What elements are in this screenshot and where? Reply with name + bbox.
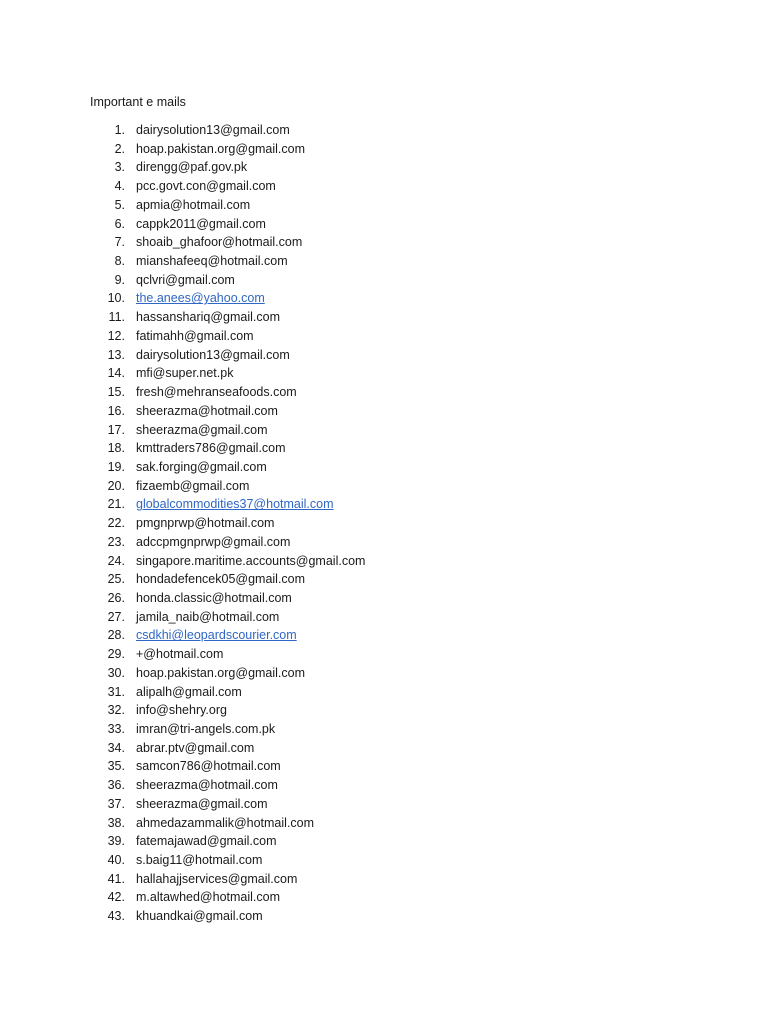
email-address: apmia@hotmail.com <box>136 197 251 212</box>
email-address: honda.classic@hotmail.com <box>136 590 292 605</box>
email-address: qclvri@gmail.com <box>136 272 235 287</box>
list-item-number: 5. <box>114 197 125 212</box>
email-address: sheerazma@hotmail.com <box>136 778 278 793</box>
list-item-number: 37. <box>107 796 125 811</box>
email-address: dairysolution13@gmail.com <box>136 123 290 137</box>
list-item-number: 28. <box>107 628 125 643</box>
email-address: imran@tri-angels.com.pk <box>136 722 276 736</box>
email-link[interactable]: globalcommodities37@hotmail.com <box>136 497 334 512</box>
email-address: hallahajjservices@gmail.com <box>136 871 298 886</box>
list-item-number: 39. <box>107 834 125 849</box>
list-item-number: 4. <box>114 179 125 194</box>
list-item-number: 7. <box>114 235 125 250</box>
email-address: dairysolution13@gmail.com <box>136 347 290 362</box>
list-item-number: 27. <box>107 609 125 624</box>
list-item-number: 14. <box>107 366 125 381</box>
email-address: khuandkai@gmail.com <box>136 909 263 924</box>
list-item-number: 40. <box>107 853 125 868</box>
email-address: s.baig11@hotmail.com <box>136 853 263 868</box>
email-address: kmttraders786@gmail.com <box>136 441 286 456</box>
email-address: samcon786@hotmail.com <box>136 759 281 774</box>
email-address: sak.forging@gmail.com <box>136 459 267 474</box>
list-item-number: 36. <box>107 778 125 793</box>
list-item-number: 19. <box>107 459 125 474</box>
list-item-number: 30. <box>107 665 125 680</box>
email-address: sheerazma@hotmail.com <box>136 403 278 418</box>
list-item-number: 3. <box>114 160 125 175</box>
list-item-number: 15. <box>107 385 125 400</box>
list-item-number: 2. <box>114 141 125 156</box>
email-address: m.altawhed@hotmail.com <box>136 890 280 905</box>
email-link[interactable]: the.anees@yahoo.com <box>136 291 265 306</box>
email-address: hoap.pakistan.org@gmail.com <box>136 141 306 156</box>
list-item-number: 35. <box>107 759 125 774</box>
list-item-number: 20. <box>107 478 125 493</box>
email-address: fizaemb@gmail.com <box>136 478 250 493</box>
email-link[interactable]: csdkhi@leopardscourier.com <box>136 628 297 643</box>
list-item-number: 26. <box>107 590 125 605</box>
list-item-number: 43. <box>107 909 125 924</box>
email-address: mfi@super.net.pk <box>136 366 234 381</box>
list-item-number: 8. <box>114 254 125 269</box>
email-address: hassanshariq@gmail.com <box>136 310 281 325</box>
email-address: cappk2011@gmail.com <box>136 216 266 231</box>
email-address: fresh@mehranseafoods.com <box>136 385 297 400</box>
list-item-number: 33. <box>107 722 125 736</box>
list-item-number: 6. <box>114 216 125 231</box>
email-address: adccpmgnprwp@gmail.com <box>136 534 291 549</box>
list-item-number: 18. <box>107 441 125 456</box>
list-item-number: 42. <box>107 890 125 905</box>
list-item-number: 29. <box>107 647 125 662</box>
list-item-number: 32. <box>107 703 125 718</box>
email-address: hoap.pakistan.org@gmail.com <box>136 665 306 680</box>
list-item-number: 17. <box>107 422 125 437</box>
list-item-number: 16. <box>107 403 125 418</box>
email-address: shoaib_ghafoor@hotmail.com <box>136 235 303 250</box>
email-address: info@shehry.org <box>136 703 227 718</box>
email-address: +@hotmail.com <box>136 647 224 662</box>
list-item-number: 21. <box>107 497 125 512</box>
email-address: alipalh@gmail.com <box>136 684 242 699</box>
email-address: jamila_naib@hotmail.com <box>136 609 280 624</box>
list-item-number: 9. <box>114 272 125 287</box>
list-item-number: 13. <box>107 347 125 362</box>
document-title: Important e mails <box>90 95 186 109</box>
list-item-number: 31. <box>107 684 125 699</box>
email-address: hondadefencek05@gmail.com <box>136 572 306 587</box>
email-address: abrar.ptv@gmail.com <box>136 740 255 755</box>
email-address: fatimahh@gmail.com <box>136 328 254 343</box>
list-item-number: 23. <box>107 534 125 549</box>
email-address: fatemajawad@gmail.com <box>136 834 277 849</box>
list-item-number: 41. <box>107 871 125 886</box>
email-address: direngg@paf.gov.pk <box>136 160 248 175</box>
list-item-number: 22. <box>107 516 125 531</box>
email-address: mianshafeeq@hotmail.com <box>136 254 288 269</box>
list-item-number: 12. <box>107 328 125 343</box>
email-address: sheerazma@gmail.com <box>136 796 268 811</box>
list-item-number: 38. <box>107 815 125 830</box>
list-item-number: 25. <box>107 572 125 587</box>
email-address: pcc.govt.con@gmail.com <box>136 179 276 194</box>
list-item-number: 10. <box>107 291 125 306</box>
list-item-number: 24. <box>107 553 125 568</box>
email-address: ahmedazammalik@hotmail.com <box>136 815 315 830</box>
email-address: singapore.maritime.accounts@gmail.com <box>136 553 366 568</box>
email-address: sheerazma@gmail.com <box>136 422 268 437</box>
list-item-number: 11. <box>108 310 125 325</box>
email-address: pmgnprwp@hotmail.com <box>136 516 275 531</box>
list-item-number: 34. <box>107 740 125 755</box>
list-item-number: 1. <box>114 123 125 137</box>
